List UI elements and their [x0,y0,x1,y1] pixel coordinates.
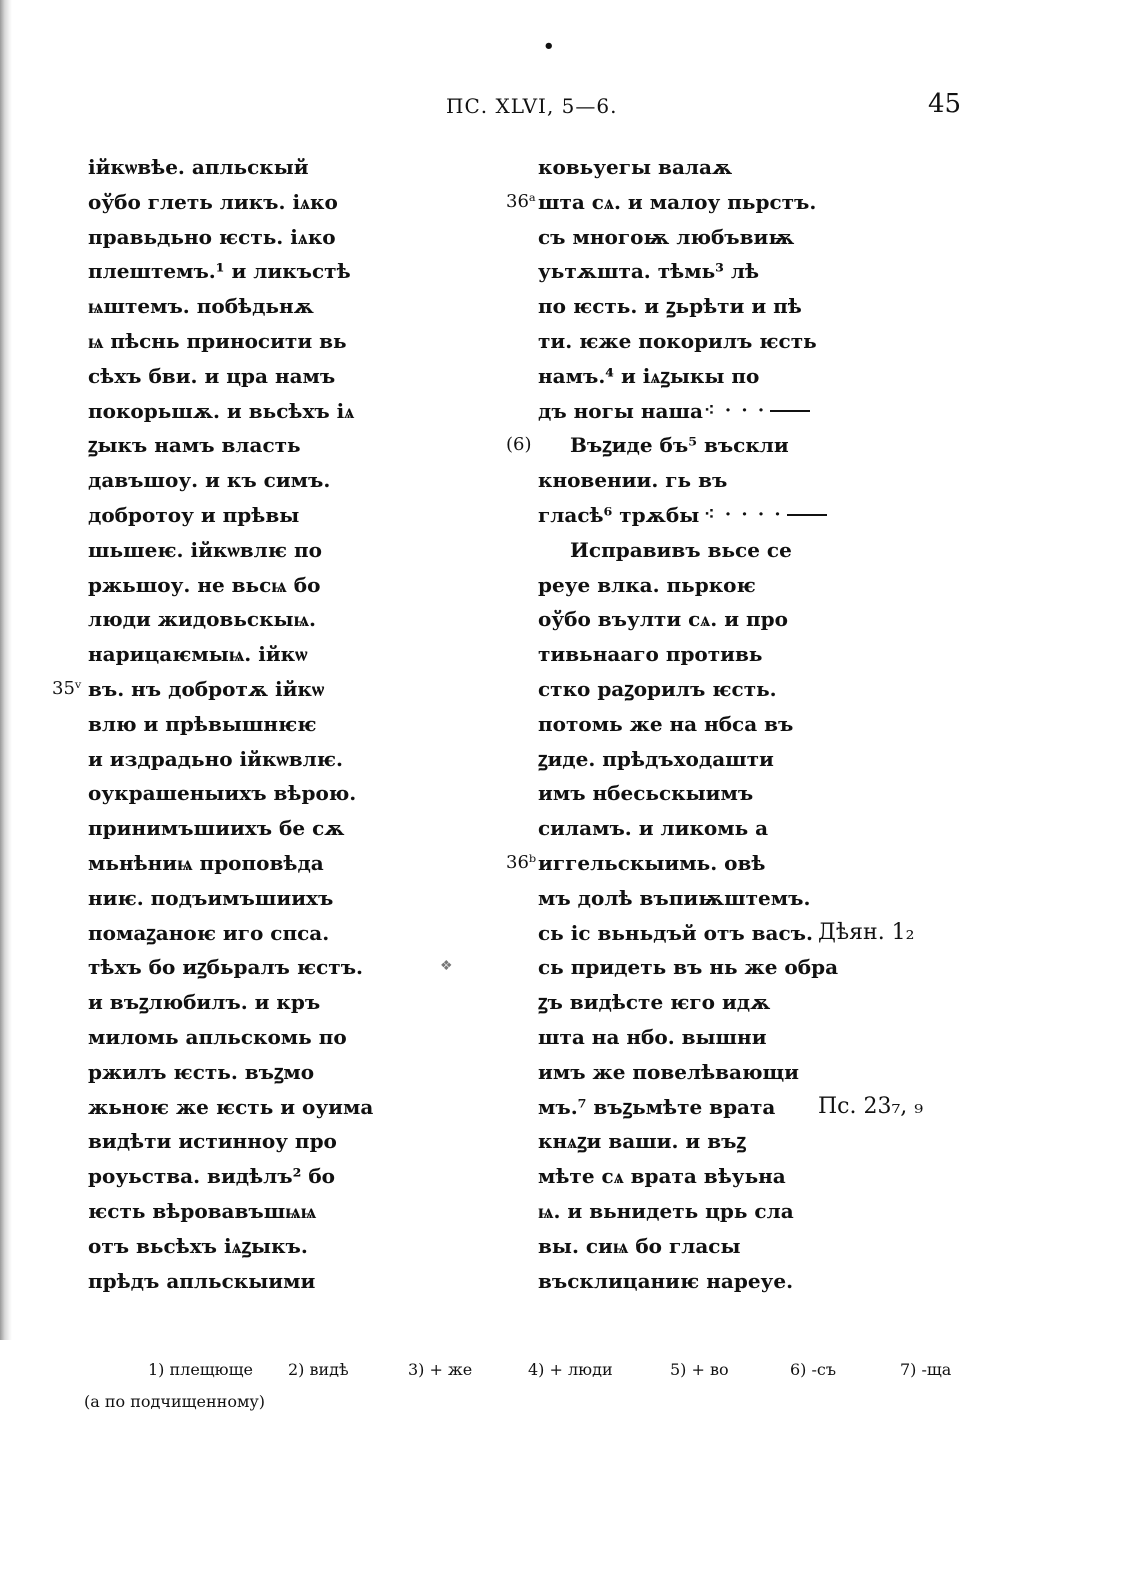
text-line [88,916,373,951]
line-text: уьтѫшта. тѣмь³ лѣ [538,259,760,284]
text-line [88,220,373,255]
right-text-column [506,150,924,1298]
line-text: по ѥсть. и ꙁьрѣти и пѣ [538,294,802,319]
line-text: въсклицаниѥ нареуе. [538,1268,794,1293]
text-line [88,150,373,185]
line-text: роуьства. видѣлъ² бо [88,1164,336,1189]
line-text: прѣдъ апльскыими [88,1268,316,1293]
ornament [704,394,810,429]
line-text: тивьнааго противь [538,642,763,667]
line-text: помаꙁаноѥ иго спса. [88,920,330,945]
line-text: мъ.⁷ въꙁьмѣте врата [538,1094,776,1119]
line-text: ти. ѥже покорилъ ѥсть [538,328,817,353]
text-line [538,498,838,533]
text-line [88,742,373,777]
line-text: давъшоу. и къ симъ. [88,468,331,493]
text-line [88,359,373,394]
line-text: ѩ пѣснь приносити вь [88,328,347,353]
line-text: влю и прѣвышнѥѥ [88,711,317,736]
line-text: гласѣ⁶ трѫбы [538,502,700,527]
margin-note: 36ᵃ [506,190,536,212]
ornament-bar [787,514,827,516]
ornament-dots: ⁖ · · · [704,399,767,421]
text-line [538,950,838,985]
text-line [538,811,838,846]
line-text: нарицаѥмыѩ. ійкѡ [88,642,308,667]
text-line [538,1229,838,1264]
text-line [506,846,838,881]
line-text: видѣти истинноу про [88,1129,337,1154]
text-line [538,1159,838,1194]
margin-note: (6) [506,434,532,456]
line-text: намъ.⁴ и іѧꙁыкы по [538,363,760,388]
text-line [538,254,838,289]
text-line [88,1264,373,1299]
text-line [538,707,838,742]
stray-mark: ❖ [440,958,453,974]
text-line [88,428,373,463]
text-line [538,1264,838,1299]
text-line [52,672,373,707]
text-line [88,985,373,1020]
line-text: тѣхъ бо иꙁбьралъ ѥстъ. [88,955,364,980]
text-line [538,1194,838,1229]
text-line [88,1055,373,1090]
cross-reference: Дѣян. 1₂ [818,919,915,945]
text-line [538,1090,924,1125]
line-text: сѣхъ бви. и цра намъ [88,363,336,388]
text-line [88,1090,373,1125]
margin-note: 36ᵇ [506,851,537,873]
text-line [88,776,373,811]
line-text: шта сѧ. и малоу пьрстъ. [538,189,817,214]
text-line [538,637,838,672]
text-line [88,1020,373,1055]
line-text: ѥсть вѣровавъшѩѩ [88,1198,317,1223]
text-line [538,220,838,255]
text-line [88,811,373,846]
line-text: шьшеѥ. ійкѡвлѥ по [88,537,322,562]
line-text: жьноѥ же ѥсть и оуима [88,1094,374,1119]
footnote: 5) + во [670,1360,729,1379]
line-text: съ многоѭ любъвиѭ [538,224,795,249]
line-text: мьнѣниѩ проповѣда [88,850,324,875]
text-line [538,568,838,603]
line-text: имъ нбесьскыимъ [538,781,754,806]
line-text: стко раꙁорилъ ѥсть. [538,676,777,701]
line-text: ржьшоу. не вьсѩ бо [88,572,321,597]
line-text: мѣте сѧ врата вѣуьна [538,1164,786,1189]
line-text: ниѥ. подъимъшиихъ [88,885,334,910]
line-text: въ. нъ добротѫ ійкѡ [88,676,325,701]
ornament-dots: ⁖ · · · · [704,503,783,525]
line-text: сь іс вьньдъй отъ васъ. [538,920,813,945]
text-line [538,463,838,498]
text-line [506,428,838,463]
line-text: принимъшиихъ бе сѫ [88,816,345,841]
text-line [88,254,373,289]
text-line [88,289,373,324]
running-header: ПС. XLVI, 5—6. [446,94,618,118]
text-line [88,498,373,533]
line-text: люди жидовьскыѩ. [88,607,317,632]
ornament [704,498,827,533]
footnote: 4) + люди [528,1360,613,1379]
line-text: дъ ногы наша [538,398,703,423]
text-line [88,533,373,568]
text-line [88,950,373,985]
text-line [88,707,373,742]
footnote: 3) + же [408,1360,473,1379]
text-line [88,881,373,916]
text-line [538,672,838,707]
text-line [88,637,373,672]
text-line [538,881,838,916]
line-text: ꙁиде. прѣдъходашти [538,746,774,771]
cross-reference: Пс. 23₇, ₉ [818,1093,924,1119]
line-text: кновении. гь въ [538,468,728,493]
text-line [538,394,838,429]
line-text: шта на нбо. вышни [538,1024,767,1049]
margin-note: 35ᵛ [52,677,82,699]
line-text: вы. сиѩ бо гласы [538,1233,741,1258]
text-line [538,533,838,568]
text-line [538,289,838,324]
line-text: иггельскыимь. овѣ [538,850,766,875]
line-text: покорьшѫ. и вьсѣхъ іѧ [88,398,355,423]
line-text: ꙁъ видѣсте ѥго идѫ [538,990,771,1015]
top-mark: • [543,36,555,57]
line-text: отъ вьсѣхъ іѧꙁыкъ. [88,1233,308,1258]
footnote: 6) -съ [790,1360,837,1379]
line-text: ковьуегы валаѫ [538,155,733,179]
line-text: ꙁыкъ намъ власть [88,433,301,458]
left-text-column [52,150,374,1298]
line-text: и издрадьно ійкѡвлѥ. [88,746,343,771]
line-text: сь придеть въ нь же обра [538,955,839,980]
text-line [88,324,373,359]
footnote: 1) плещюще [148,1360,253,1379]
line-text: Исправивъ вьсе се [570,537,792,562]
line-text: оукрашеныихъ вѣрою. [88,781,357,806]
text-line [88,846,373,881]
line-text: оўбо въулти сѧ. и про [538,607,788,632]
line-text: силамъ. и ликомь а [538,816,769,841]
footnote-extra: (а по подчищенному) [84,1392,266,1411]
text-line [538,985,838,1020]
line-text: ѩштемъ. побѣдьнѫ [88,294,314,319]
line-text: ржилъ ѥсть. въꙁмо [88,1059,315,1084]
scan-edge [0,0,12,1340]
text-line [538,1124,838,1159]
line-text: кнѧꙁи ваши. и въꙁ [538,1129,746,1154]
text-line [88,1124,373,1159]
text-line [88,568,373,603]
line-text: ѩ. и вьнидеть црь сла [538,1198,794,1223]
footnotes [88,1360,1088,1390]
line-text: плештемъ.¹ и ликъстѣ [88,259,351,284]
line-text: оўбо глеть ликъ. іѧко [88,189,338,214]
text-line [88,1159,373,1194]
text-line [88,463,373,498]
ornament-bar [770,410,810,412]
line-text: мъ долѣ въпиѭштемъ. [538,885,811,910]
text-line [538,916,915,951]
text-line [88,185,373,220]
page-number: 45 [928,89,962,119]
text-line [538,602,838,637]
text-line [538,150,838,185]
line-text: реуе влка. пьркоѥ [538,572,756,597]
text-line [506,185,838,220]
text-line [88,602,373,637]
line-text: миломь апльскомь по [88,1024,347,1049]
footnote: 7) -ща [900,1360,952,1379]
text-line [538,1020,838,1055]
line-text: потомь же на нбса въ [538,711,794,736]
text-line [538,324,838,359]
line-text: правьдьно ѥсть. іѧко [88,224,336,249]
text-line [538,742,838,777]
line-text: Въꙁиде бъ⁵ въскли [570,433,789,458]
text-line [88,394,373,429]
line-text: ійкѡвѣе. апльскый [88,155,309,179]
text-line [88,1194,373,1229]
line-text: добротоу и прѣвы [88,502,300,527]
line-text: и въꙁлюбилъ. и кръ [88,990,321,1015]
text-line [88,1229,373,1264]
footnote: 2) видѣ [288,1360,349,1379]
text-line [538,1055,838,1090]
line-text: имъ же повелѣвающи [538,1059,799,1084]
text-line [538,776,838,811]
text-line [538,359,838,394]
